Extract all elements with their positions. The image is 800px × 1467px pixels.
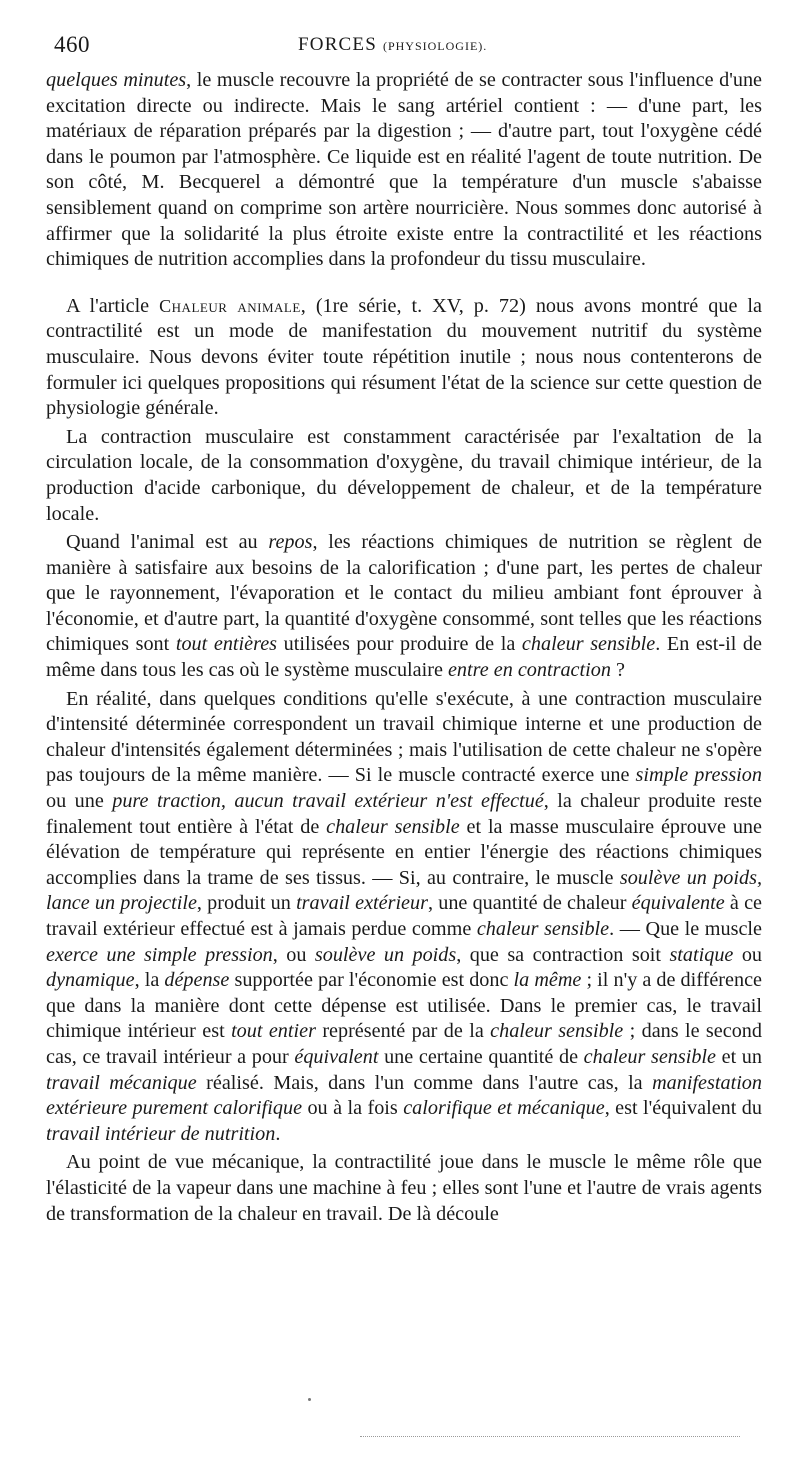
emphasis: entre en contraction <box>447 659 611 682</box>
emphasis: tout entières <box>175 633 278 656</box>
text-run: . <box>275 1122 281 1145</box>
text-run: Au point de vue mécanique, la contractilité joue dans le muscle le même rôle que l'élasticité de la vapeur dans une machine à feu ; elles sont l'une et l'autre de vrais agents de transformation de la chaleur en travail. De là découle <box>46 1151 762 1225</box>
emphasis: calorifique et mécanique <box>403 1097 605 1120</box>
page <box>46 28 762 1227</box>
text-run: A l'article <box>66 294 160 317</box>
running-title: FORCES <box>298 34 378 55</box>
text-run: ou à la fois <box>302 1097 404 1120</box>
text-run: En réalité, dans quelques conditions qu'elle s'exécute, à une contraction musculaire d'intensité déterminée correspondent un travail chimique interne et une production de chaleur d'intensités également déterminées ; mais l'utilisation de cette chaleur ne s'opère pas toujours de la même manière. — Si le muscle contracté exerce une <box>46 687 762 787</box>
paragraph-5 <box>46 687 762 1148</box>
text-run: et un <box>716 1045 762 1068</box>
emphasis: tout entier <box>231 1020 316 1043</box>
emphasis: travail mécanique <box>46 1071 197 1094</box>
text-run: , la <box>134 969 165 992</box>
text-run: ou <box>733 943 763 966</box>
footer-dotted-rule <box>360 1436 740 1437</box>
text-run: réalisé. Mais, dans l'un comme dans l'autre cas, la <box>196 1071 653 1094</box>
text-run: utilisées pour produire de la <box>277 633 522 656</box>
emphasis: pure traction, aucun travail extérieur n'est effectué <box>112 790 544 813</box>
paragraph-1 <box>46 68 762 273</box>
text-run: supportée par l'économie est donc <box>229 969 514 992</box>
emphasis: travail extérieur <box>296 892 428 915</box>
emphasis: travail intérieur de nutrition <box>46 1122 276 1145</box>
text-run: représenté par de la <box>315 1020 491 1043</box>
page-header <box>46 28 762 68</box>
emphasis: exerce une simple pression <box>46 943 273 966</box>
emphasis: équivalente <box>631 892 725 915</box>
running-head <box>298 34 487 56</box>
paragraph-3 <box>46 425 762 527</box>
emphasis: équivalent <box>294 1045 379 1068</box>
text-run: ou une <box>46 790 113 813</box>
running-subtitle: (PHYSIOLOGIE). <box>382 39 488 53</box>
emphasis: la même <box>513 969 582 992</box>
emphasis: simple pression <box>635 764 762 787</box>
text-run: , les réactions chimiques de nutrition se règlent de manière à satisfaire aux besoins de la calorification ; d'une part, les pertes de chaleur que le rayonnement, l'évaporation et le contact du milieu ambiant font éprouver à l'économie, et d'autre part, la quantité d'oxygène consommé, sont telles que les réactions chimiques sont <box>46 531 762 656</box>
body-text <box>46 68 762 1227</box>
emphasis: manifestation extérieure purement calorifique <box>46 1071 762 1120</box>
paragraph-6 <box>46 1150 762 1227</box>
text-run: , produit un <box>196 892 297 915</box>
text-run: , la chaleur produite reste finalement tout entière à l'état de <box>46 790 762 838</box>
text-run: . — Que le muscle <box>609 918 762 940</box>
text-run: Quand l'animal est au <box>66 531 269 554</box>
text-run: ; dans le second cas, ce travail intérieur a pour <box>46 1020 762 1068</box>
text-run: , que sa contraction soit <box>456 943 670 966</box>
emphasis: dépense <box>164 969 230 992</box>
emphasis: statique <box>669 943 734 966</box>
print-speck <box>308 1398 311 1401</box>
text-run: , (1re série, t. XV, p. 72) nous avons montré que la contractilité est un mode de manifestation du mouvement nutritif du système musculaire. Nous devons éviter toute répétition inutile ; nous nous contenterons de formuler ici quelques propositions qui résument l'état de la science sur cette question de physiologie générale. <box>46 294 762 420</box>
text-run: une certaine quantité de <box>378 1045 584 1068</box>
emphasis: soulève un poids, lance un projectile <box>46 866 763 915</box>
text-run: , est l'équivalent du <box>604 1097 762 1120</box>
emphasis: dynamique <box>46 969 135 992</box>
text-run: . En est-il de même dans tous les cas où le système musculaire <box>46 633 762 682</box>
text-run: ; il n'y a de différence que dans la manière dont cette dépense est utilisée. Dans le premier cas, le travail chimique intérieur est <box>46 969 762 1043</box>
emphasis: chaleur sensible <box>583 1045 716 1068</box>
paragraph-2 <box>46 294 762 422</box>
emphasis: quelques minutes <box>46 69 187 91</box>
paragraph-gap <box>46 273 762 294</box>
article-reference: Chaleur animale <box>159 295 301 316</box>
text-run: et la masse musculaire éprouve une élévation de température qui représente en entier l'énergie des réactions chimiques accomplies dans la trame de ses tissus. — Si, au contraire, le muscle <box>46 815 762 889</box>
emphasis: chaleur sensible <box>521 633 656 656</box>
text-run: La contraction musculaire est constamment caractérisée par l'exaltation de la circulation locale, de la consommation d'oxygène, du travail chimique intérieur, de la production d'acide carbonique, du développement de chaleur, et de la température locale. <box>46 425 762 525</box>
emphasis: soulève un poids <box>314 943 457 966</box>
text-run: , ou <box>272 943 315 966</box>
text-run: ? <box>610 659 625 682</box>
page-number: 460 <box>54 32 90 57</box>
emphasis: repos <box>268 531 313 554</box>
text-run: , une quantité de chaleur <box>427 892 632 915</box>
emphasis: chaleur sensible <box>490 1020 624 1043</box>
paragraph-4 <box>46 530 762 684</box>
text-run: à ce travail extérieur effectué est à jamais perdue comme <box>46 892 762 940</box>
text-run: , le muscle recouvre la propriété de se contracter sous l'influence d'une excitation directe ou indirecte. Mais le sang artériel contient : — d'une part, les matériaux de réparation préparés par la digestion ; — d'autre part, tout l'oxygène cédé dans le poumon par l'atmosphère. Ce liquide est en réalité l'agent de toute nutrition. De son côté, M. Becquerel a démontré que la température d'un muscle s'abaisse sensiblement quand on comprime son artère nourricière. Nous sommes donc autorisé à affirmer que la solidarité la plus étroite existe entre la contractilité et les réactions chimiques de nutrition accomplies dans la profondeur du tissu musculaire. <box>46 69 762 271</box>
emphasis: chaleur sensible <box>476 918 610 940</box>
emphasis: chaleur sensible <box>326 815 460 838</box>
